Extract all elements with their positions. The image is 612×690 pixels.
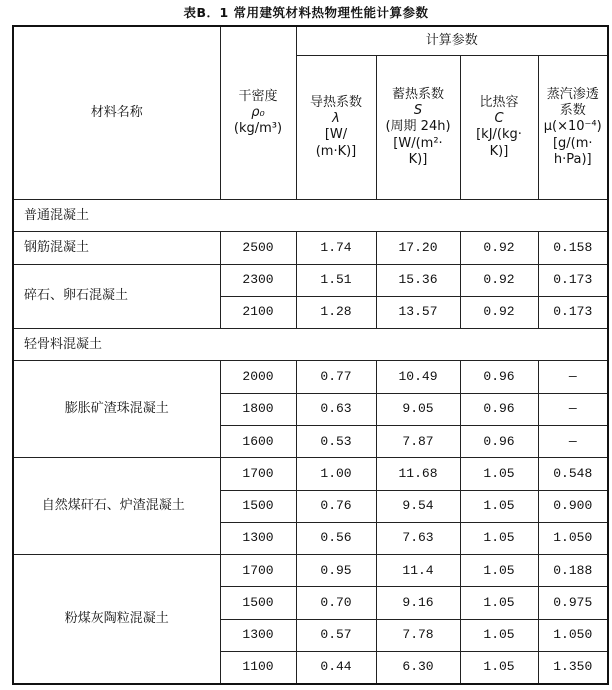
vapor-cell: 1.350 xyxy=(538,652,608,684)
thermal-properties-table xyxy=(12,25,609,685)
specific-heat-cell: 0.96 xyxy=(460,361,538,393)
vapor-cell: 0.975 xyxy=(538,587,608,619)
conductivity-cell: 0.56 xyxy=(296,522,376,554)
vapor-cell: 0.188 xyxy=(538,555,608,587)
material-name: 膨胀矿渣珠混凝土 xyxy=(13,361,220,458)
heat-storage-cell: 7.87 xyxy=(376,426,460,458)
heat-storage-cell: 9.16 xyxy=(376,587,460,619)
conductivity-cell: 0.70 xyxy=(296,587,376,619)
density-cell: 2500 xyxy=(220,232,296,264)
heat-storage-cell: 9.54 xyxy=(376,490,460,522)
table-row xyxy=(13,458,608,490)
heat-storage-cell: 9.05 xyxy=(376,393,460,425)
vapor-cell: — xyxy=(538,426,608,458)
heat-storage-cell: 15.36 xyxy=(376,264,460,296)
table-row xyxy=(13,555,608,587)
header-conductivity: 导热系数 λ [W/ (m·K)] xyxy=(296,55,376,199)
heat-storage-cell: 11.4 xyxy=(376,555,460,587)
material-name: 钢筋混凝土 xyxy=(13,232,220,264)
group-title: 普通混凝土 xyxy=(13,200,608,232)
specific-heat-cell: 0.96 xyxy=(460,393,538,425)
conductivity-cell: 1.28 xyxy=(296,296,376,328)
density-cell: 2100 xyxy=(220,296,296,328)
header-vapor-permeability: 蒸汽渗透 系数 μ(×10⁻⁴) [g/(m· h·Pa)] xyxy=(538,55,608,199)
vapor-cell: 0.548 xyxy=(538,458,608,490)
group-title: 轻骨料混凝土 xyxy=(13,329,608,361)
specific-heat-cell: 1.05 xyxy=(460,458,538,490)
specific-heat-cell: 0.92 xyxy=(460,264,538,296)
specific-heat-cell: 1.05 xyxy=(460,652,538,684)
conductivity-cell: 1.74 xyxy=(296,232,376,264)
table-caption: 表B．1 常用建筑材料热物理性能计算参数 xyxy=(183,5,429,20)
density-cell: 1300 xyxy=(220,619,296,651)
specific-heat-cell: 1.05 xyxy=(460,619,538,651)
density-cell: 1500 xyxy=(220,587,296,619)
material-name: 自然煤矸石、炉渣混凝土 xyxy=(13,458,220,555)
heat-storage-cell: 10.49 xyxy=(376,361,460,393)
header-material-name: 材料名称 xyxy=(13,26,220,200)
specific-heat-cell: 0.96 xyxy=(460,426,538,458)
header-dry-density: 干密度 ρ₀ (kg/m³) xyxy=(220,26,296,200)
specific-heat-cell: 0.92 xyxy=(460,232,538,264)
heat-storage-cell: 17.20 xyxy=(376,232,460,264)
specific-heat-cell: 1.05 xyxy=(460,587,538,619)
density-cell: 1700 xyxy=(220,458,296,490)
density-cell: 2300 xyxy=(220,264,296,296)
heat-storage-cell: 13.57 xyxy=(376,296,460,328)
header-calc-params: 计算参数 xyxy=(296,26,608,55)
vapor-cell: 1.050 xyxy=(538,619,608,651)
density-cell: 1100 xyxy=(220,652,296,684)
density-cell: 1700 xyxy=(220,555,296,587)
conductivity-cell: 1.00 xyxy=(296,458,376,490)
vapor-cell: 0.173 xyxy=(538,264,608,296)
conductivity-cell: 0.77 xyxy=(296,361,376,393)
vapor-cell: 1.050 xyxy=(538,522,608,554)
conductivity-cell: 1.51 xyxy=(296,264,376,296)
specific-heat-cell: 1.05 xyxy=(460,522,538,554)
vapor-cell: — xyxy=(538,393,608,425)
conductivity-cell: 0.53 xyxy=(296,426,376,458)
header-heat-storage: 蓄热系数 S (周期 24h) [W/(m²· K)] xyxy=(376,55,460,199)
density-cell: 1800 xyxy=(220,393,296,425)
heat-storage-cell: 6.30 xyxy=(376,652,460,684)
vapor-cell: — xyxy=(538,361,608,393)
specific-heat-cell: 1.05 xyxy=(460,555,538,587)
conductivity-cell: 0.63 xyxy=(296,393,376,425)
material-name: 粉煤灰陶粒混凝土 xyxy=(13,555,220,684)
conductivity-cell: 0.57 xyxy=(296,619,376,651)
material-name: 碎石、卵石混凝土 xyxy=(13,264,220,329)
conductivity-cell: 0.44 xyxy=(296,652,376,684)
table-row xyxy=(13,232,608,264)
density-cell: 1300 xyxy=(220,522,296,554)
conductivity-cell: 0.76 xyxy=(296,490,376,522)
heat-storage-cell: 7.63 xyxy=(376,522,460,554)
specific-heat-cell: 0.92 xyxy=(460,296,538,328)
density-cell: 1500 xyxy=(220,490,296,522)
table-row xyxy=(13,361,608,393)
vapor-cell: 0.173 xyxy=(538,296,608,328)
header-specific-heat: 比热容 C [kJ/(kg· K)] xyxy=(460,55,538,199)
specific-heat-cell: 1.05 xyxy=(460,490,538,522)
density-cell: 2000 xyxy=(220,361,296,393)
vapor-cell: 0.158 xyxy=(538,232,608,264)
heat-storage-cell: 11.68 xyxy=(376,458,460,490)
conductivity-cell: 0.95 xyxy=(296,555,376,587)
density-cell: 1600 xyxy=(220,426,296,458)
vapor-cell: 0.900 xyxy=(538,490,608,522)
table-row xyxy=(13,264,608,296)
heat-storage-cell: 7.78 xyxy=(376,619,460,651)
